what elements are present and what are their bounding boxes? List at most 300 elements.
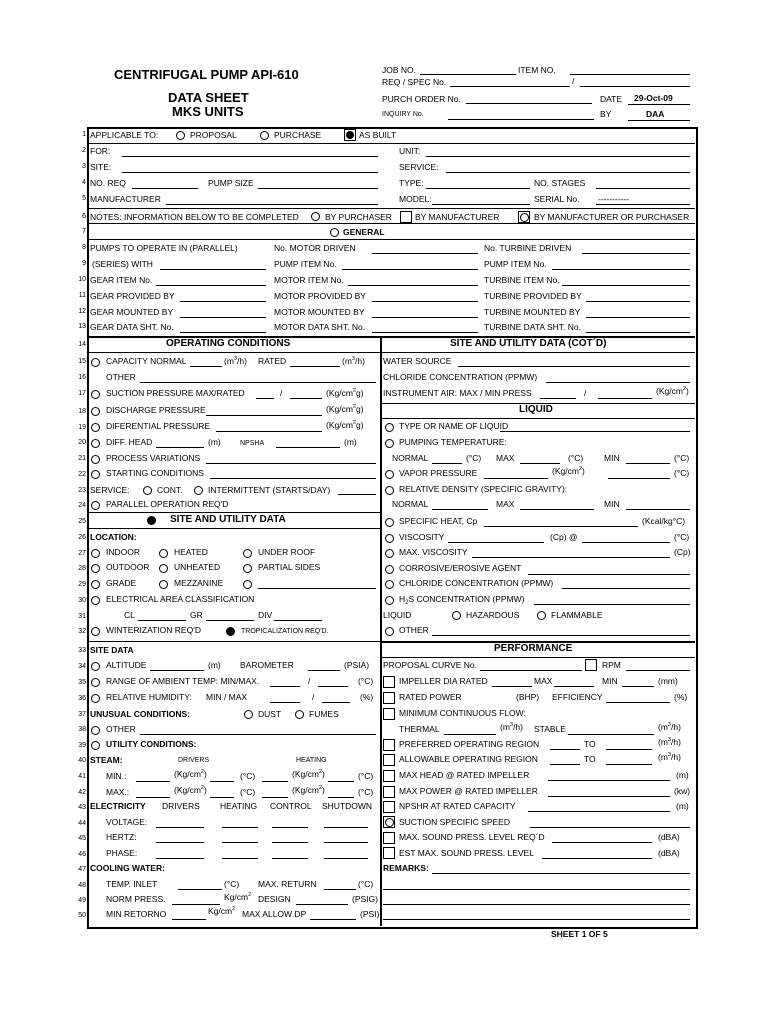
norm-press-unit: $Kg/cm^2$: [224, 892, 252, 902]
water-source-field[interactable]: [458, 366, 690, 367]
phase-drv[interactable]: [156, 858, 204, 859]
humidity-label: RELATIVE HUMIDITY:: [106, 692, 192, 702]
intermittent-radio[interactable]: [194, 486, 203, 495]
parallel-op-radio[interactable]: [91, 501, 100, 510]
turbine-item-field[interactable]: [562, 285, 690, 286]
chloride2-radio[interactable]: [385, 580, 394, 589]
by-mfr-or-purch-checkbox[interactable]: [518, 211, 530, 223]
impeller-min-field[interactable]: [622, 686, 654, 687]
max-power-label: MAX POWER @ RATED IMPELLER: [399, 786, 538, 796]
no-req-field[interactable]: [132, 188, 198, 189]
viscosity-radio[interactable]: [385, 534, 394, 543]
rated-field[interactable]: [290, 366, 340, 367]
allowable-checkbox[interactable]: [383, 754, 395, 766]
model-label: MODEL:: [399, 194, 432, 204]
unusual-other-label: OTHER: [106, 724, 136, 734]
location-label: LOCATION:: [90, 532, 137, 542]
stable-label: STABLE: [534, 724, 566, 734]
by-purchaser-radio[interactable]: [311, 212, 320, 221]
turbine-driven-field[interactable]: [582, 253, 690, 254]
process-var-field[interactable]: [206, 463, 376, 464]
diff-head-field[interactable]: [156, 447, 204, 448]
series-with-field[interactable]: [160, 269, 266, 270]
pt-max-unit: (°C): [568, 453, 584, 463]
voltage-ctrl[interactable]: [272, 827, 308, 828]
vapor-label: VAPOR PRESSURE: [399, 468, 478, 478]
mezzanine-radio[interactable]: [159, 580, 168, 589]
motor-provided-field[interactable]: [372, 301, 478, 302]
steam-heating-label: HEATING: [296, 757, 327, 764]
model-field[interactable]: [432, 204, 530, 205]
steam-max-drv-field[interactable]: [136, 797, 170, 798]
proposal-radio[interactable]: [176, 131, 185, 140]
motor-data-field[interactable]: [372, 332, 478, 333]
liquid-hazard-label: LIQUID: [383, 610, 412, 620]
pt-normal-field[interactable]: [432, 463, 462, 464]
motor-mounted-field[interactable]: [372, 317, 478, 318]
voltage-drv[interactable]: [156, 827, 204, 828]
unusual-label: UNUSUAL CONDITIONS:: [90, 709, 190, 719]
site-field[interactable]: [122, 172, 378, 173]
diff-head-unit: (m): [208, 437, 221, 447]
inquiry-field[interactable]: [448, 119, 594, 120]
liquid-other-field[interactable]: [432, 635, 690, 636]
general-radio[interactable]: [330, 228, 339, 237]
manufacturer-field[interactable]: [166, 204, 378, 205]
npsha-field[interactable]: [276, 447, 340, 448]
suction-speed-field[interactable]: [530, 827, 690, 828]
preferred-to-field[interactable]: [606, 749, 652, 750]
max-head-field[interactable]: [548, 780, 670, 781]
site-data-label: SITE DATA: [90, 645, 134, 655]
by-label: BY: [600, 109, 612, 119]
ambient-slash: /: [308, 676, 311, 686]
ambient-radio[interactable]: [91, 678, 100, 687]
min-flow-label: MINIMUM CONTINUOUS FLOW:: [399, 708, 526, 718]
pt-max-field[interactable]: [520, 463, 560, 464]
pt-normal-label: NORMAL: [392, 453, 429, 463]
unusual-other-radio[interactable]: [91, 726, 100, 735]
type-liquid-label: TYPE OR NAME OF LIQUID: [399, 421, 509, 431]
barometer-field[interactable]: [308, 670, 340, 671]
pump-item-field-2[interactable]: [552, 269, 690, 270]
turbine-item-label: TURBINE ITEM No.: [484, 275, 560, 285]
steam-drivers-label: DRIVERS: [178, 757, 210, 764]
design-field[interactable]: [296, 904, 348, 905]
steam-max-heat-field[interactable]: [262, 797, 288, 798]
npshr-checkbox[interactable]: [383, 801, 395, 813]
max-visc-field[interactable]: [472, 557, 670, 558]
pt-min-label: MIN: [604, 453, 620, 463]
item-no-label: ITEM NO.: [518, 65, 556, 75]
elec-area-label: ELECTRICAL AREA CLASSIFICATION: [106, 594, 255, 604]
max-visc-radio[interactable]: [385, 549, 394, 558]
altitude-radio[interactable]: [91, 662, 100, 671]
flammable-radio[interactable]: [537, 611, 546, 620]
impeller-label: IMPELLER DIA RATED: [399, 676, 488, 686]
parallel-op-label: PARALLEL OPERATION REQ'D: [106, 499, 229, 509]
efficiency-field[interactable]: [606, 702, 670, 703]
instrument-air-min[interactable]: [598, 398, 652, 399]
vapor-temp-unit: (°C): [674, 468, 690, 478]
est-sound-checkbox[interactable]: [383, 847, 395, 859]
form-units: MKS UNITS: [172, 104, 244, 119]
row-line: [88, 239, 695, 240]
tropicalization-label: TROPICALIZATION REQ'D.: [241, 628, 329, 635]
chloride2-label: CHLORIDE CONCENTRATION (PPMW): [399, 578, 554, 588]
suction-max-field[interactable]: [256, 398, 274, 399]
motor-driven-field[interactable]: [372, 253, 478, 254]
est-sound-label: EST MAX. SOUND PRESS. LEVEL: [399, 848, 534, 858]
hertz-ctrl[interactable]: [272, 842, 308, 843]
tropicalization-radio[interactable]: [226, 627, 235, 636]
stable-unit: $(m^3/h)$: [658, 722, 681, 732]
capacity-radio[interactable]: [91, 358, 100, 367]
impeller-max-field[interactable]: [554, 686, 594, 687]
impeller-checkbox[interactable]: [383, 676, 395, 688]
rpm-label: RPM: [602, 660, 621, 670]
steam-min-degc-2: (°C): [358, 771, 374, 781]
h2s-field[interactable]: [534, 604, 690, 605]
diff-pressure-radio[interactable]: [91, 423, 100, 432]
div-field[interactable]: [274, 620, 322, 621]
partial-sides-label: PARTIAL SIDES: [258, 562, 321, 572]
min-retorno-label: MIN RETORNO: [106, 909, 167, 919]
humidity-max-field[interactable]: [322, 702, 350, 703]
under-roof-radio[interactable]: [243, 549, 252, 558]
liquid-other-radio[interactable]: [385, 627, 394, 636]
max-return-field[interactable]: [324, 889, 356, 890]
serial-no-value[interactable]: -----------: [598, 194, 630, 204]
pump-size-field[interactable]: [258, 188, 378, 189]
process-var-radio[interactable]: [91, 455, 100, 464]
gear-mounted-field[interactable]: [180, 317, 266, 318]
diff-pressure-field[interactable]: [216, 431, 322, 432]
diff-head-radio[interactable]: [91, 439, 100, 448]
hertz-label: HERTZ:: [106, 832, 137, 842]
remarks-line-3[interactable]: [383, 904, 690, 905]
general-section-title: GENERAL: [343, 227, 385, 237]
item-no-field[interactable]: [570, 74, 690, 75]
operating-conditions-title: OPERATING CONDITIONS: [166, 338, 291, 349]
winterization-label: WINTERIZATION REQ'D: [106, 625, 201, 635]
steam-max-unit-2: $(Kg/cm^2)$: [292, 785, 325, 795]
steam-min-unit-2: $(Kg/cm^2)$: [292, 769, 325, 779]
temp-inlet-field[interactable]: [178, 889, 222, 890]
instrument-air-unit: $(Kg/cm^2)$: [656, 386, 689, 396]
elec-area-radio[interactable]: [91, 596, 100, 605]
vapor-radio[interactable]: [385, 470, 394, 479]
remarks-line-1[interactable]: [432, 873, 690, 874]
impeller-rated-field[interactable]: [492, 686, 532, 687]
gr-field[interactable]: [206, 620, 254, 621]
proposal-curve-field[interactable]: [480, 670, 582, 671]
preferred-checkbox[interactable]: [383, 739, 395, 751]
winterization-radio[interactable]: [91, 627, 100, 636]
chloride2-field[interactable]: [562, 588, 690, 589]
series-with-label: (SERIES) WITH: [92, 259, 153, 269]
discharge-pressure-label: DISCHARGE PRESSURE: [106, 405, 206, 415]
section-line: [381, 657, 695, 658]
under-roof-label: UNDER ROOF: [258, 547, 316, 557]
liquid-title: LIQUID: [519, 404, 553, 415]
max-power-checkbox[interactable]: [383, 786, 395, 798]
rd-max-label: MAX: [496, 499, 515, 509]
phase-ctrl[interactable]: [272, 858, 308, 859]
corrosive-label: CORROSIVE/EROSIVE AGENT: [399, 563, 522, 573]
unheated-radio[interactable]: [159, 564, 168, 573]
by-manufacturer-checkbox[interactable]: [400, 211, 412, 223]
allowable-from-field[interactable]: [550, 764, 580, 765]
partial-sides-radio[interactable]: [243, 564, 252, 573]
chloride-label: CHLORIDE CONCENTRATION (PPMW): [383, 372, 538, 382]
preferred-to-label: TO: [584, 739, 596, 749]
gear-data-field[interactable]: [180, 332, 266, 333]
turbine-provided-field[interactable]: [586, 301, 690, 302]
phase-heat[interactable]: [222, 858, 258, 859]
voltage-shut[interactable]: [324, 827, 368, 828]
hertz-heat[interactable]: [222, 842, 258, 843]
npsha-label: NPSHA: [240, 440, 265, 447]
discharge-field[interactable]: [206, 415, 322, 416]
capacity-normal-field[interactable]: [190, 366, 222, 367]
gear-provided-field[interactable]: [180, 301, 266, 302]
job-no-field[interactable]: [420, 74, 516, 75]
cooling-water-label: COOLING WATER:: [90, 863, 165, 873]
est-sound-field[interactable]: [542, 858, 652, 859]
site-label: SITE:: [90, 162, 112, 172]
viscosity-temp-field[interactable]: [582, 542, 670, 543]
no-stages-field[interactable]: [596, 188, 690, 189]
turbine-mounted-field[interactable]: [586, 317, 690, 318]
unit-field[interactable]: [426, 156, 690, 157]
rated-unit: $(m^3/h)$: [342, 356, 365, 366]
preferred-from-field[interactable]: [550, 749, 580, 750]
purch-order-field[interactable]: [466, 103, 592, 104]
rd-min-field[interactable]: [626, 509, 690, 510]
starting-field[interactable]: [210, 478, 376, 479]
utility-radio[interactable]: [91, 741, 100, 750]
gear-item-field[interactable]: [156, 285, 266, 286]
min-flow-checkbox[interactable]: [383, 708, 395, 720]
specific-heat-unit: (Kcal/kg°C): [642, 516, 686, 526]
manufacturer-label: MANUFACTURER: [90, 194, 161, 204]
viscosity-field[interactable]: [448, 542, 544, 543]
allowable-to-field[interactable]: [606, 764, 652, 765]
specific-heat-radio[interactable]: [385, 518, 394, 527]
unusual-other-field[interactable]: [140, 734, 376, 735]
suction-rated-field[interactable]: [290, 398, 322, 399]
applicable-to-label: APPLICABLE TO:: [90, 130, 159, 140]
pt-min-field[interactable]: [626, 463, 670, 464]
motor-item-label: MOTOR ITEM No.: [274, 275, 344, 285]
steam-max-heat-temp[interactable]: [328, 797, 354, 798]
steam-min-heat-temp[interactable]: [328, 781, 354, 782]
pumping-temp-radio[interactable]: [385, 439, 394, 448]
type-liquid-field[interactable]: [500, 431, 690, 432]
gear-item-label: GEAR ITEM No.: [90, 275, 153, 285]
rd-normal-field[interactable]: [432, 509, 488, 510]
hertz-shut[interactable]: [324, 842, 368, 843]
pump-size-label: PUMP SIZE: [208, 178, 254, 188]
hertz-drv[interactable]: [156, 842, 204, 843]
instrument-air-max[interactable]: [540, 398, 576, 399]
remarks-line-4[interactable]: [383, 919, 690, 920]
suction-radio[interactable]: [91, 390, 100, 399]
intermittent-field[interactable]: [338, 494, 376, 495]
humidity-radio[interactable]: [91, 694, 100, 703]
inquiry-label: INQUIRY No.: [382, 111, 424, 118]
chloride-field[interactable]: [546, 382, 690, 383]
date-value[interactable]: 29-Oct-09: [634, 93, 673, 103]
max-allow-label: MAX ALLOW DP: [242, 909, 307, 919]
steam-min-drv-temp[interactable]: [210, 781, 234, 782]
flammable-label: FLAMMABLE: [551, 610, 603, 620]
indoor-radio[interactable]: [91, 549, 100, 558]
location-other-field[interactable]: [258, 588, 376, 589]
max-head-checkbox[interactable]: [383, 770, 395, 782]
turbine-driven-label: No. TURBINE DRIVEN: [484, 243, 572, 253]
pt-normal-unit: (°C): [466, 453, 482, 463]
req-spec-field[interactable]: [450, 86, 570, 87]
serial-no-label: SERIAL No.: [534, 194, 580, 204]
steam-min-heat-field[interactable]: [262, 781, 288, 782]
vapor-field[interactable]: [484, 478, 548, 479]
by-value[interactable]: DAA: [646, 109, 665, 119]
site-utility-radio[interactable]: [147, 516, 156, 525]
heated-radio[interactable]: [159, 549, 168, 558]
stable-field[interactable]: [568, 734, 654, 735]
location-other-radio[interactable]: [243, 580, 252, 589]
pump-item-field[interactable]: [342, 269, 478, 270]
phase-shut[interactable]: [324, 858, 368, 859]
intermittent-label: INTERMITTENT (STARTS/DAY): [208, 485, 331, 495]
rpm-checkbox[interactable]: [585, 659, 597, 671]
turbine-mounted-label: TURBINE MOUNTED BY: [484, 307, 581, 317]
discharge-radio[interactable]: [91, 407, 100, 416]
cont-radio[interactable]: [143, 486, 152, 495]
capacity-normal-label: CAPACITY NORMAL: [106, 356, 187, 366]
rated-power-unit: (BHP): [516, 692, 540, 702]
rated-power-checkbox[interactable]: [383, 692, 395, 704]
cl-field[interactable]: [138, 620, 186, 621]
pumping-temp-label: PUMPING TEMPERATURE:: [399, 437, 507, 447]
other-label: OTHER: [106, 372, 136, 382]
as-built-checkbox[interactable]: [344, 129, 356, 141]
outdoor-label: OUTDOOR: [106, 562, 150, 572]
pumps-parallel-label: PUMPS TO OPERATE IN (PARALLEL): [90, 243, 238, 253]
efficiency-unit: (%): [674, 692, 688, 702]
suction-unit: $(Kg/cm^2g)$: [326, 388, 364, 398]
humidity-min-field[interactable]: [270, 702, 300, 703]
type-liquid-radio[interactable]: [385, 423, 394, 432]
rpm-field[interactable]: [626, 670, 690, 671]
rel-density-radio[interactable]: [385, 486, 394, 495]
steam-min-drv-field[interactable]: [136, 781, 170, 782]
humidity-slash: /: [312, 692, 315, 702]
npshr-field[interactable]: [528, 811, 670, 812]
grade-radio[interactable]: [91, 580, 100, 589]
steam-max-drv-temp[interactable]: [210, 797, 234, 798]
req-spec-label: REQ / SPEC No.: [382, 77, 447, 87]
norm-press-field[interactable]: [172, 904, 220, 905]
liquid-other-label: OTHER: [399, 625, 429, 635]
vapor-temp-field[interactable]: [608, 478, 670, 479]
h2s-label: $H_2S$ CONCENTRATION (PPMW): [399, 594, 525, 606]
starting-radio[interactable]: [91, 470, 100, 479]
pump-item-label-2: PUMP ITEM No.: [484, 259, 547, 269]
min-retorno-unit: $Kg/cm^2$: [208, 906, 236, 916]
h2s-radio[interactable]: [385, 596, 394, 605]
max-sound-checkbox[interactable]: [383, 832, 395, 844]
max-visc-unit: (Cp): [674, 547, 691, 557]
max-return-unit: (°C): [358, 879, 374, 889]
purchase-radio[interactable]: [260, 131, 269, 140]
hazardous-radio[interactable]: [452, 611, 461, 620]
ambient-max-field[interactable]: [318, 686, 348, 687]
service-field[interactable]: [446, 172, 690, 173]
outdoor-radio[interactable]: [91, 564, 100, 573]
type-field[interactable]: [426, 188, 530, 189]
div-label: DIV: [258, 610, 273, 620]
motor-provided-label: MOTOR PROVIDED BY: [274, 291, 366, 301]
suction-speed-checkbox[interactable]: [383, 816, 395, 828]
specific-heat-field[interactable]: [484, 526, 638, 527]
max-allow-unit: (PSI): [360, 909, 380, 919]
suction-pressure-label: SUCTION PRESSURE MAX/RATED: [106, 388, 245, 398]
voltage-heat[interactable]: [222, 827, 258, 828]
impeller-unit: (mm): [658, 676, 678, 686]
max-sound-field[interactable]: [552, 842, 652, 843]
for-field[interactable]: [122, 156, 378, 157]
diff-head-label: DIFF. HEAD: [106, 437, 153, 447]
motor-driven-label: No. MOTOR DRIVEN: [274, 243, 356, 253]
thermal-label: THERMAL: [399, 724, 440, 734]
other-field[interactable]: [140, 382, 376, 383]
fumes-label: FUMES: [309, 709, 339, 719]
ambient-min-field[interactable]: [270, 686, 300, 687]
motor-mounted-label: MOTOR MOUNTED BY: [274, 307, 365, 317]
thermal-field[interactable]: [444, 734, 496, 735]
pump-item-label: PUMP ITEM No.: [274, 259, 337, 269]
min-retorno-field[interactable]: [172, 919, 206, 920]
rd-max-field[interactable]: [520, 509, 594, 510]
norm-press-label: NORM PRESS.: [106, 894, 166, 904]
efficiency-label: EFFICIENCY: [552, 692, 603, 702]
max-allow-field[interactable]: [310, 919, 356, 920]
notes-label: NOTES: INFORMATION BELOW TO BE COMPLETED: [90, 212, 299, 222]
altitude-label: ALTITUDE: [106, 660, 147, 670]
unheated-label: UNHEATED: [174, 562, 221, 572]
gear-data-label: GEAR DATA SHT. No.: [90, 322, 174, 332]
cl-label: CL: [124, 610, 135, 620]
proposal-curve-label: PROPOSAL CURVE No.: [383, 660, 478, 670]
turbine-data-field[interactable]: [586, 332, 690, 333]
capacity-unit: $(m^3/h)$: [224, 356, 247, 366]
corrosive-radio[interactable]: [385, 565, 394, 574]
fumes-radio[interactable]: [295, 710, 304, 719]
motor-item-field[interactable]: [348, 285, 478, 286]
req-spec-field-2[interactable]: [580, 86, 690, 87]
date-label: DATE: [600, 94, 623, 104]
altitude-field[interactable]: [150, 670, 204, 671]
corrosive-field[interactable]: [528, 574, 690, 575]
dust-radio[interactable]: [244, 710, 253, 719]
remarks-line-2[interactable]: [383, 889, 690, 890]
max-power-field[interactable]: [548, 796, 670, 797]
allowable-unit: $(m^3/h)$: [658, 752, 681, 762]
sheet-number: SHEET 1 OF 5: [551, 929, 608, 939]
